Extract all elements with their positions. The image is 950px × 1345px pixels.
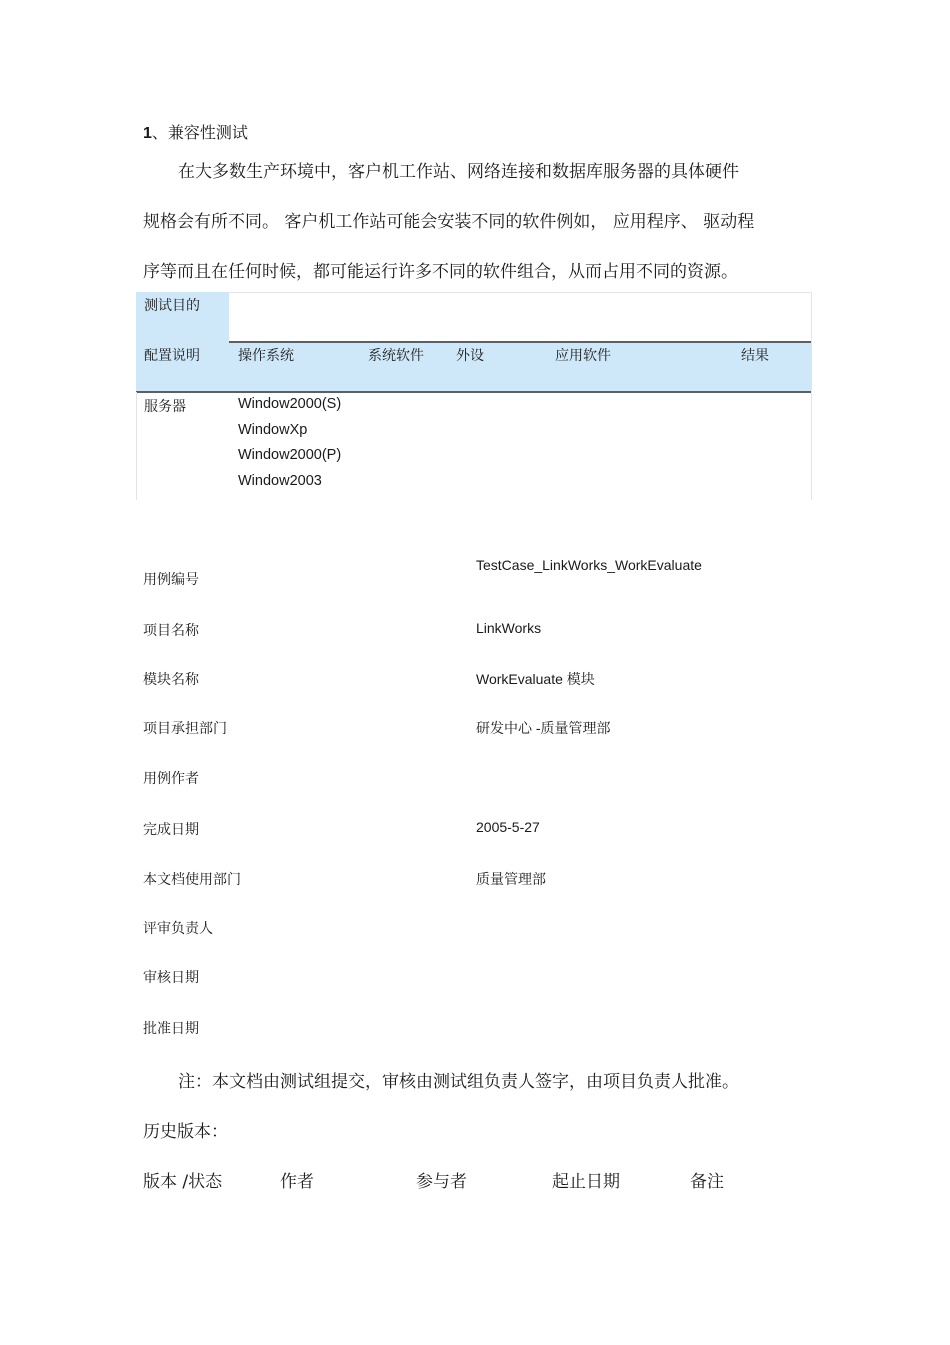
row-label-server: 服务器 <box>144 399 186 415</box>
column-application-software: 应用软件 <box>555 348 611 364</box>
case-id-label: 用例编号 <box>143 572 199 588</box>
section-title: 、兼容性测试 <box>151 123 248 142</box>
config-label: 配置说明 <box>144 348 200 364</box>
column-result: 结果 <box>741 348 769 364</box>
completion-date-label: 完成日期 <box>143 822 199 838</box>
table-right-border <box>811 292 812 500</box>
column-os: 操作系统 <box>238 348 294 364</box>
column-peripherals: 外设 <box>456 348 484 364</box>
section-number: 1 <box>143 125 152 142</box>
project-name-label: 项目名称 <box>143 623 199 639</box>
os-item: Window2003 <box>238 473 322 489</box>
completion-date-value: 2005-5-27 <box>476 819 540 835</box>
paragraph-line-3: 序等而且在任何时候，都可能运行许多不同的软件组合，从而占用不同的资源。 <box>143 262 738 282</box>
review-date-label: 审核日期 <box>143 970 199 986</box>
department-label: 项目承担部门 <box>143 721 227 737</box>
approval-note: 注：本文档由测试组提交，审核由测试组负责人签字，由项目负责人批准。 <box>178 1072 739 1092</box>
paragraph-line-2: 规格会有所不同。 客户机工作站可能会安装不同的软件例如， 应用程序、 驱动程 <box>143 212 755 232</box>
column-system-software: 系统软件 <box>368 348 424 364</box>
header-bottom-rule <box>136 391 812 393</box>
os-item: Window2000(S) <box>238 396 342 412</box>
table-left-border <box>136 392 137 500</box>
using-department-label: 本文档使用部门 <box>143 872 241 888</box>
purpose-label: 测试目的 <box>144 298 200 314</box>
case-id-value: TestCase_LinkWorks_WorkEvaluate <box>476 557 702 573</box>
section-heading <box>143 120 248 143</box>
reviewer-label: 评审负责人 <box>143 921 213 937</box>
history-column-remarks: 备注 <box>690 1172 724 1192</box>
history-column-version: 版本 /状态 <box>143 1172 223 1192</box>
os-item: Window2000(P) <box>238 447 342 463</box>
table-top-border <box>229 292 812 293</box>
module-name-label: 模块名称 <box>143 672 199 688</box>
paragraph-line-1: 在大多数生产环境中，客户机工作站、网络连接和数据库服务器的具体硬件 <box>178 162 739 182</box>
config-table <box>136 292 812 500</box>
author-label: 用例作者 <box>143 771 199 787</box>
header-top-rule <box>229 341 812 343</box>
history-column-participants: 参与者 <box>416 1172 467 1192</box>
history-column-date-range: 起止日期 <box>552 1172 620 1192</box>
history-title: 历史版本： <box>143 1122 228 1142</box>
module-name-value: WorkEvaluate 模块 <box>476 671 595 687</box>
history-column-author: 作者 <box>280 1172 314 1192</box>
department-value: 研发中心 -质量管理部 <box>476 720 611 736</box>
approval-date-label: 批准日期 <box>143 1021 199 1037</box>
using-department-value: 质量管理部 <box>476 871 546 887</box>
os-item: WindowXp <box>238 422 308 438</box>
project-name-value: LinkWorks <box>476 620 542 636</box>
